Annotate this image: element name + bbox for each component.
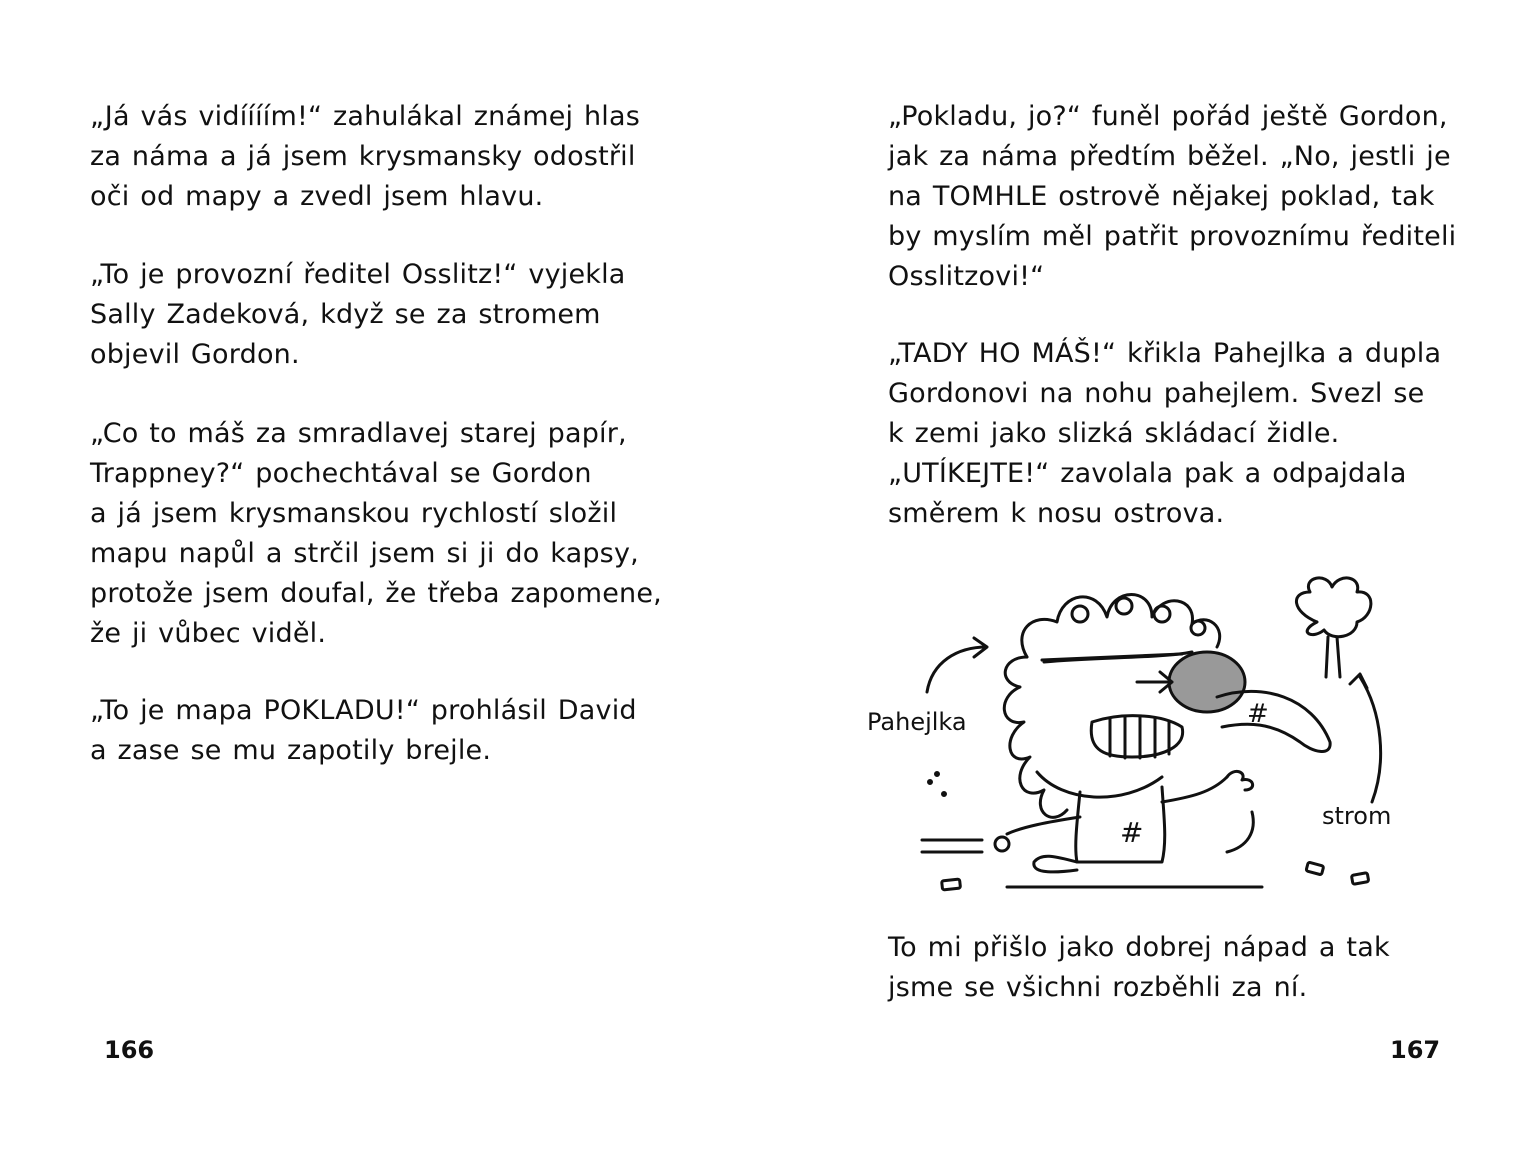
page-number: 166 xyxy=(104,1036,155,1064)
paragraph xyxy=(888,334,1441,534)
body-hash-mark: # xyxy=(1120,816,1144,849)
text-line: směrem k nosu ostrova. xyxy=(888,498,1225,529)
text-line: „Já vás vidíííím!“ zahulákal známej hlas xyxy=(90,101,641,132)
label-pahejlka: Pahejlka xyxy=(867,708,967,736)
arrow-icon xyxy=(927,638,987,692)
pebble xyxy=(1351,873,1368,885)
text-line: na TOMHLE ostrově nějakej poklad, tak xyxy=(888,181,1435,212)
text-line: oči od mapy a zvedl jsem hlavu. xyxy=(90,181,544,212)
paragraph xyxy=(888,928,1390,1008)
paragraph xyxy=(90,97,640,217)
pahejlka-illustration xyxy=(862,562,1422,902)
text-line: objevil Gordon. xyxy=(90,339,300,370)
foot xyxy=(1227,812,1253,852)
text-line: jsme se všichni rozběhli za ní. xyxy=(888,972,1308,1003)
paragraph xyxy=(90,691,637,771)
text-line: mapu napůl a strčil jsem si ji do kapsy, xyxy=(90,538,639,569)
paragraph xyxy=(90,414,662,654)
arm-left xyxy=(1007,817,1080,834)
text-line: k zemi jako slizká skládací židle. xyxy=(888,418,1340,449)
text-line: Trappney?“ pochechtával se Gordon xyxy=(90,458,592,489)
text-line: „To je mapa POKLADU!“ prohlásil David xyxy=(90,695,637,726)
text-line: a já jsem krysmanskou rychlostí složil xyxy=(90,498,618,529)
pebble xyxy=(942,879,961,890)
arm-right xyxy=(1162,777,1227,802)
text-line: „Co to máš za smradlavej starej papír, xyxy=(90,418,627,449)
arrow-icon xyxy=(1350,674,1381,802)
text-line: To mi přišlo jako dobrej nápad a tak xyxy=(888,932,1390,963)
teeth xyxy=(1091,716,1182,758)
text-line: Gordonovi na nohu pahejlem. Svezl se xyxy=(888,378,1425,409)
text-line: jak za náma předtím běžel. „No, jestli je xyxy=(888,141,1451,172)
text-line: a zase se mu zapotily brejle. xyxy=(90,735,492,766)
paragraph xyxy=(90,255,626,375)
hash-mark: # xyxy=(1247,699,1269,729)
text-line: protože jsem doufal, že třeba zapomene, xyxy=(90,578,662,609)
eye-patch-icon xyxy=(1169,652,1245,712)
paragraph xyxy=(888,97,1456,297)
text-line: že ji vůbec viděl. xyxy=(90,618,327,649)
page-number: 167 xyxy=(1390,1036,1441,1064)
speed-lines xyxy=(922,840,982,852)
arrow-icon xyxy=(1137,672,1172,692)
text-line: za náma a já jsem krysmansky odostřil xyxy=(90,141,636,172)
text-line: „TADY HO MÁŠ!“ křikla Pahejlka a dupla xyxy=(888,338,1442,369)
text-line: „To je provozní ředitel Osslitz!“ vyjekla xyxy=(90,259,626,290)
text-line: Sally Zadeková, když se za stromem xyxy=(90,299,601,330)
peg-leg xyxy=(1034,856,1077,872)
text-line: by myslím měl patřit provoznímu řediteli xyxy=(888,221,1457,252)
tree-icon xyxy=(1296,578,1370,677)
label-strom: strom xyxy=(1322,802,1392,830)
text-line: „UTÍKEJTE!“ zavolala pak a odpajdala xyxy=(888,458,1407,489)
text-line: Osslitzovi!“ xyxy=(888,261,1045,292)
text-line: „Pokladu, jo?“ funěl pořád ještě Gordon, xyxy=(888,101,1448,132)
pebble xyxy=(1306,862,1324,875)
